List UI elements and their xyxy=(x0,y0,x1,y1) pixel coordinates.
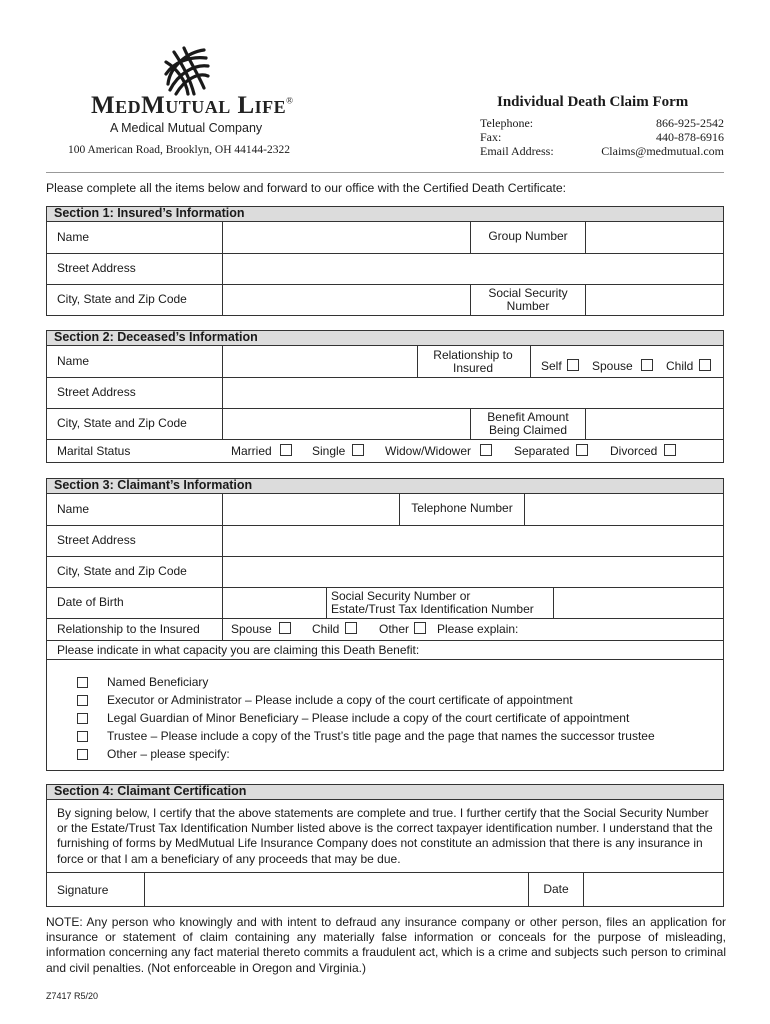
section3-row-divider xyxy=(46,640,724,641)
claimant-ssn-field[interactable] xyxy=(555,589,723,617)
section2-row-divider xyxy=(46,377,724,378)
claimant-city-label: City, State and Zip Code xyxy=(57,564,187,578)
benefit-amount-field[interactable] xyxy=(587,410,723,438)
claimant-relationship-label: Relationship to the Insured xyxy=(57,622,200,636)
marital-widow-checkbox[interactable] xyxy=(480,444,492,456)
header-divider xyxy=(46,172,724,173)
section4-divider xyxy=(144,872,145,907)
claimant-ssn-label-line2: Estate/Trust Tax Identification Number xyxy=(331,602,534,616)
claimant-street-field[interactable] xyxy=(224,527,723,555)
section1-label-divider xyxy=(222,221,223,316)
claimant-rel-child-label: Child xyxy=(312,622,340,636)
marital-single-label: Single xyxy=(312,444,346,458)
section3-row-divider xyxy=(46,556,724,557)
deceased-street-label: Street Address xyxy=(57,385,136,399)
insured-name-label: Name xyxy=(57,230,90,244)
telephone-label: Telephone: xyxy=(480,116,534,130)
section3-divider xyxy=(553,587,554,618)
relationship-self-checkbox[interactable] xyxy=(567,359,579,371)
section2-row-divider xyxy=(46,408,724,409)
section1-divider xyxy=(585,221,586,253)
section1-row-divider xyxy=(46,253,724,254)
signature-label: Signature xyxy=(57,883,109,897)
marital-status-label: Marital Status xyxy=(57,444,131,458)
capacity-other-checkbox[interactable] xyxy=(77,749,88,760)
certification-text: By signing below, I certify that the above statements are complete and true. I further certify that the Social Security Number or the Estate/Trust Tax Identification Number listed above is the correct taxpayer identification number. I understand that the furnishing of forms by MedMutual Life Insurance Company does not constitute an admission that there is any insurance in force or that I am a beneficiary of any proceeds that may be due. xyxy=(57,806,713,866)
fax-label: Fax: xyxy=(480,130,502,144)
capacity-guardian-checkbox[interactable] xyxy=(77,713,88,724)
capacity-executor-label: Executor or Administrator – Please include a copy of the court certificate of appointment xyxy=(107,693,573,707)
section4-row-divider xyxy=(46,872,724,873)
section1-divider xyxy=(470,284,471,316)
claimant-rel-explain-field[interactable] xyxy=(526,620,722,639)
claimant-rel-explain-label: Please explain: xyxy=(437,622,519,636)
benefit-amount-label: Benefit Amount Being Claimed xyxy=(487,410,569,437)
deceased-street-field[interactable] xyxy=(224,379,723,407)
company-logo-name: MedMutual Life® xyxy=(91,92,294,119)
deceased-city-label: City, State and Zip Code xyxy=(57,416,187,430)
signature-field[interactable] xyxy=(146,874,527,906)
marital-divorced-label: Divorced xyxy=(610,444,658,458)
marital-widow-label: Widow/Widower xyxy=(385,444,472,458)
capacity-prompt: Please indicate in what capacity you are claiming this Death Benefit: xyxy=(57,643,420,657)
capacity-executor-checkbox[interactable] xyxy=(77,695,88,706)
section3-row-divider xyxy=(46,587,724,588)
insured-street-label: Street Address xyxy=(57,261,136,275)
claimant-rel-spouse-checkbox[interactable] xyxy=(279,622,291,634)
claimant-rel-spouse-label: Spouse xyxy=(231,622,272,636)
insured-ssn-label: Social Security Number xyxy=(488,286,568,313)
claimant-rel-other-checkbox[interactable] xyxy=(414,622,426,634)
intro-text: Please complete all the items below and forward to our office with the Certified Death Certificate: xyxy=(46,181,567,195)
section2-divider xyxy=(470,408,471,439)
relationship-child-label: Child xyxy=(666,359,694,373)
marital-separated-checkbox[interactable] xyxy=(576,444,588,456)
capacity-trustee-checkbox[interactable] xyxy=(77,731,88,742)
claimant-dob-label: Date of Birth xyxy=(57,595,124,609)
capacity-other-label: Other – please specify: xyxy=(107,747,230,761)
form-title: Individual Death Claim Form xyxy=(497,94,689,110)
insured-ssn-field[interactable] xyxy=(587,286,723,315)
section2-label-divider xyxy=(222,345,223,439)
claimant-ssn-label-line1: Social Security Number or xyxy=(331,589,471,603)
relationship-child-checkbox[interactable] xyxy=(699,359,711,371)
section3-row-divider xyxy=(46,659,724,660)
section1-row-divider xyxy=(46,284,724,285)
section2-title: Section 2: Deceased’s Information xyxy=(46,330,724,346)
marital-married-label: Married xyxy=(231,444,272,458)
telephone-value: 866-925-2542 xyxy=(656,116,724,130)
email-value: Claims@medmutual.com xyxy=(601,144,724,158)
insured-name-field[interactable] xyxy=(224,223,469,252)
deceased-relationship-label: Relationship to Insured xyxy=(433,348,513,375)
insured-group-number-label: Group Number xyxy=(488,229,568,243)
section3-label-divider xyxy=(222,493,223,640)
claimant-dob-field[interactable] xyxy=(224,589,325,617)
capacity-named-beneficiary-checkbox[interactable] xyxy=(77,677,88,688)
section2-row-divider xyxy=(46,439,724,440)
marital-single-checkbox[interactable] xyxy=(352,444,364,456)
claimant-rel-other-label: Other xyxy=(379,622,410,636)
section2-divider xyxy=(585,408,586,439)
section2-divider xyxy=(417,345,418,377)
section3-divider xyxy=(524,493,525,525)
claimant-street-label: Street Address xyxy=(57,533,136,547)
section3-row-divider xyxy=(46,525,724,526)
section3-title: Section 3: Claimant’s Information xyxy=(46,478,724,494)
marital-separated-label: Separated xyxy=(514,444,570,458)
company-logo-subtitle: A Medical Mutual Company xyxy=(110,121,263,135)
deceased-name-label: Name xyxy=(57,354,90,368)
form-code: Z7417 R5/20 xyxy=(46,991,99,1001)
registered-mark: ® xyxy=(286,95,294,106)
insured-city-field[interactable] xyxy=(224,286,469,315)
deceased-name-field[interactable] xyxy=(224,347,416,376)
relationship-self-label: Self xyxy=(541,359,562,373)
insured-group-number-field[interactable] xyxy=(587,223,723,252)
insured-city-label: City, State and Zip Code xyxy=(57,292,187,306)
capacity-other-field[interactable] xyxy=(245,745,715,763)
date-field[interactable] xyxy=(585,874,723,906)
section2-divider xyxy=(530,345,531,377)
email-label: Email Address: xyxy=(480,144,554,158)
claimant-name-label: Name xyxy=(57,502,90,516)
section3-row-divider xyxy=(46,618,724,619)
capacity-named-beneficiary-label: Named Beneficiary xyxy=(107,675,209,689)
company-logo-icon xyxy=(160,44,212,96)
claimant-rel-child-checkbox[interactable] xyxy=(345,622,357,634)
section3-divider xyxy=(326,587,327,618)
fraud-notice: NOTE: Any person who knowingly and with intent to defraud any insurance company or other person, files an application for insurance or statement of claim containing any materially false information or conceals for the purpose of misleading, information concerning any fact material thereto commits a fraudulent act, which is a crime and subjects such person to criminal and civil penalties. (Not enforceable in Oregon and Virginia.) xyxy=(46,915,726,975)
capacity-trustee-label: Trustee – Please include a copy of the Trust’s title page and the page that names the successor trustee xyxy=(107,729,655,743)
marital-married-checkbox[interactable] xyxy=(280,444,292,456)
claimant-city-field[interactable] xyxy=(224,558,723,586)
date-label: Date xyxy=(543,882,569,896)
section4-divider xyxy=(583,872,584,907)
deceased-city-field[interactable] xyxy=(224,410,469,438)
company-address: 100 American Road, Brooklyn, OH 44144-2322 xyxy=(68,144,290,156)
claimant-telephone-field[interactable] xyxy=(526,495,723,524)
relationship-spouse-label: Spouse xyxy=(592,359,633,373)
claimant-telephone-label: Telephone Number xyxy=(411,501,513,515)
insured-street-field[interactable] xyxy=(224,255,723,283)
capacity-guardian-label: Legal Guardian of Minor Beneficiary – Please include a copy of the court certificate of appointment xyxy=(107,711,630,725)
section4-title: Section 4: Claimant Certification xyxy=(46,784,724,800)
marital-divorced-checkbox[interactable] xyxy=(664,444,676,456)
fax-value: 440-878-6916 xyxy=(656,130,724,144)
section1-divider xyxy=(585,284,586,316)
section1-title: Section 1: Insured’s Information xyxy=(46,206,724,222)
relationship-spouse-checkbox[interactable] xyxy=(641,359,653,371)
claimant-name-field[interactable] xyxy=(224,495,398,524)
